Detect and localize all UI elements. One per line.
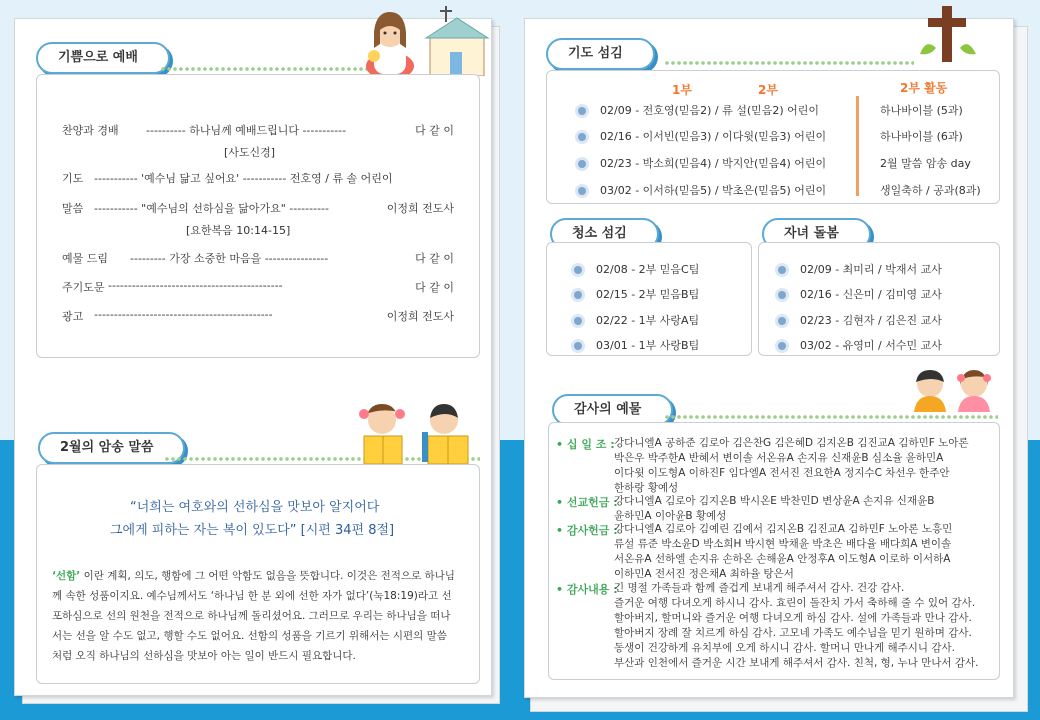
worship-row-announcements (62, 308, 454, 324)
memory-verse-title-tab: 2월의 암송 말씀 (38, 432, 185, 464)
thanks-line: 부산과 인천에서 즐거운 시간 보내게 해주셔서 감사. 친척, 형, 누나 만나서 감사. (614, 657, 979, 669)
prayer-row-text: 02/23 - 박소희(믿음4) / 박지안(믿음4) 어린이 (600, 157, 827, 170)
prayer-row (578, 128, 826, 144)
worship-desc: --------- 가장 소중한 마음을 ---------------- (130, 252, 329, 265)
worship-row-praise (62, 122, 454, 138)
tithe-label: • 십 일 조 : (556, 438, 615, 451)
name-line: 이하민A 전서진 정은채A 최하율 탕은서 (614, 568, 794, 580)
thanks-offering-names (614, 522, 994, 582)
worship-title-tab: 기쁨으로 예배 (36, 42, 170, 74)
verse-explanation-line-4: 서는 선을 알 수도 없고, 행할 수도 없어요. 선함의 성품을 기르기 위해서는 시편의 말씀 (52, 630, 447, 642)
name-line: 윤하민A 이아윤B 황예성 (614, 510, 727, 522)
activity-divider (856, 96, 859, 196)
worship-label: 주기도문 (62, 281, 105, 294)
bullet-icon (574, 317, 582, 325)
worship-row-sermon (62, 200, 454, 216)
name-line: 이다윗 이도형A 이하진F 임다엘A 전서진 전요한A 정지수C 차선우 한주안 (614, 467, 950, 479)
verse-explanation-line-3: 포하심으로 선의 원천을 전적으로 하나님께 돌리셨어요. 그러므로 우리는 하나님을 떠나 (52, 610, 451, 622)
thanks-content-label: • 감사내용 : (556, 583, 618, 596)
name-line: 류설 류준 박소윤D 박소희H 박시현 박채윤 박초은 배다율 배다희A 변이솔 (614, 538, 952, 550)
jesus-church-illustration (360, 4, 490, 76)
children-reading-illustration (356, 402, 478, 466)
bullet-icon (778, 317, 786, 325)
name-line: 박은우 박주한A 반혜서 변이솔 서온유A 손지유 신재윤B 심소율 윤하민A (614, 452, 944, 464)
worship-label: 말씀 (62, 202, 84, 215)
activity-item: 하나바이블 (5과) (880, 104, 963, 117)
cleaning-row-text: 02/15 - 2부 믿음B팀 (596, 288, 700, 301)
prayer-col-2-header: 2부 (758, 83, 778, 97)
prayer-row-text: 03/02 - 이서하(믿음5) / 박초은(믿음5) 어린이 (600, 184, 827, 197)
bullet-icon (574, 291, 582, 299)
bullet-icon (778, 342, 786, 350)
prayer-row (578, 102, 819, 118)
scripture-reference: [요한복음 10:14-15] (186, 224, 291, 237)
name-line: 강다니엘A 공하준 김로아 김은찬G 김은혜D 김지온B 김진교A 김하민F 노아론 (614, 437, 969, 449)
worship-label: 예물 드림 (62, 252, 109, 265)
verse-line-2: 그에게 피하는 자는 복이 있도다” [시편 34편 8절] (110, 523, 395, 538)
verse-explanation-line-2: 께 속한 성품이지요. 예수님께서도 ‘하나님 한 분 외에 선한 자가 없다’(눅18:19)라고 선 (52, 590, 452, 602)
worship-row-offering (62, 250, 454, 266)
highlight-word: ‘선함’ (52, 570, 81, 582)
childcare-row-text: 02/16 - 신은미 / 김미영 교사 (800, 288, 942, 301)
worship-desc: --------------------------------------------- (94, 308, 273, 321)
thanks-line: 긴 명절 가족들과 함께 즐겁게 보내게 해주셔서 감사. 건강 감사. (614, 582, 905, 594)
bullet-icon (574, 266, 582, 274)
prayer-dotted-rule (664, 60, 914, 68)
worship-leader: 다 같 이 (415, 252, 454, 265)
bullet-icon (578, 160, 586, 168)
tithe-names (614, 436, 994, 496)
prayer-title-tab: 기도 섬김 (546, 38, 655, 70)
cleaning-row-text: 02/08 - 2부 믿음C팀 (596, 263, 700, 276)
apostles-creed: [사도신경] (224, 146, 276, 159)
bullet-icon (574, 342, 582, 350)
verse-explanation-line-1 (52, 568, 455, 583)
childcare-title-tab: 자녀 돌봄 (762, 218, 871, 250)
verse-explanation-line-5: 처럼 오직 하나님의 선하심을 맛보아 아는 일이 반드시 필요합니다. (52, 650, 356, 662)
thanks-line: 할아버지 장례 잘 치르게 하심 감사. 고모네 가족도 예수님을 믿기 원하며 감사. (614, 627, 972, 639)
childcare-row-text: 02/23 - 김현자 / 김은진 교사 (800, 314, 942, 327)
bullet-icon (578, 187, 586, 195)
worship-desc: ----------- '예수님 닮고 싶어요' ----------- 전호영 / 류 솔 어린이 (94, 172, 393, 185)
childcare-row-text: 02/09 - 최미리 / 박재서 교사 (800, 263, 942, 276)
name-line: 한하랑 황예성 (614, 482, 679, 494)
worship-dotted-rule (160, 66, 386, 74)
worship-label: 광고 (62, 310, 84, 323)
thanks-line: 즐거운 여행 다녀오게 하시니 감사. 효린이 돌잔치 가서 축하해 줄 수 있어 감사. (614, 597, 976, 609)
activity-header: 2부 활동 (900, 81, 948, 95)
bullet-icon (778, 291, 786, 299)
bullet-icon (778, 266, 786, 274)
worship-desc: ----------- "예수님의 선하심을 닮아가요" ---------- (94, 202, 329, 215)
explanation-text: 이란 계획, 의도, 행함에 그 어떤 악함도 없음을 뜻합니다. 이것은 전적으로 하나님 (80, 570, 455, 582)
prayer-row-text: 02/16 - 이서빈(믿음3) / 이다윗(믿음3) 어린이 (600, 130, 827, 143)
name-line: 강다니엘A 김로아 김예린 김예서 김지온B 김진교A 김하민F 노아론 노흥민 (614, 523, 953, 535)
thanks-line: 동생이 건강하게 유치부에 오게 하시니 감사. 할머니 만나게 해주시니 감사. (614, 642, 956, 654)
activity-item: 하나바이블 (6과) (880, 130, 963, 143)
mission-offering-names (614, 494, 994, 524)
activity-item: 생일축하 / 공과(8과) (880, 184, 981, 197)
prayer-row-text: 02/09 - 전호영(믿음2) / 류 설(믿음2) 어린이 (600, 104, 820, 117)
worship-leader: 이정희 전도사 (386, 202, 454, 215)
prayer-row (578, 182, 826, 198)
children-praying-illustration (906, 366, 998, 412)
prayer-col-1-header: 1부 (672, 83, 692, 97)
thanks-line: 할아버지, 할머니와 즐거운 여행 다녀오게 하심 감사. 설에 가족들과 만나 감사. (614, 612, 972, 624)
cross-leaves-illustration (912, 4, 984, 64)
cleaning-row (574, 312, 699, 328)
offering-dotted-rule (664, 414, 998, 422)
cleaning-title-tab: 청소 섬김 (550, 218, 659, 250)
worship-row-prayer (62, 170, 454, 186)
name-line: 강다니엘A 김로아 김지온B 박시온E 박찬민D 변상윤A 손지유 신재윤B (614, 495, 935, 507)
prayer-row (578, 155, 826, 171)
childcare-row (778, 261, 942, 277)
offering-title-tab: 감사의 예물 (552, 394, 673, 426)
cleaning-row-text: 02/22 - 1부 사랑A팀 (596, 314, 700, 327)
name-line: 서온유A 선하엘 손지유 손하온 손해윤A 안정후A 이도형A 이로하 이서하A (614, 553, 951, 565)
activity-item: 2월 말씀 암송 day (880, 157, 971, 170)
worship-leader: 이정희 전도사 (386, 310, 454, 323)
cleaning-row (574, 286, 699, 302)
thanks-content (614, 581, 994, 671)
thanks-offering-label: • 감사헌금 : (556, 524, 618, 537)
cleaning-row (574, 337, 699, 353)
bullet-icon (578, 133, 586, 141)
verse-line-1: “너희는 여호와의 선하심을 맛보아 알지어다 (130, 500, 380, 515)
worship-label: 찬양과 경배 (62, 124, 119, 137)
childcare-row-text: 03/02 - 유영미 / 서수민 교사 (800, 339, 942, 352)
worship-leader: 다 같 이 (415, 281, 454, 294)
childcare-row (778, 337, 942, 353)
mission-offering-label: • 선교헌금 : (556, 496, 618, 509)
worship-leader: 다 같 이 (415, 124, 454, 137)
childcare-row (778, 286, 942, 302)
bullet-icon (578, 107, 586, 115)
worship-label: 기도 (62, 172, 84, 185)
worship-desc: ---------- 하나님께 예배드립니다 ----------- (146, 124, 347, 137)
worship-row-lords-prayer (62, 279, 454, 295)
childcare-row (778, 312, 942, 328)
cleaning-row (574, 261, 699, 277)
worship-desc: -------------------------------------------- (108, 279, 283, 292)
cleaning-row-text: 03/01 - 1부 사랑B팀 (596, 339, 700, 352)
